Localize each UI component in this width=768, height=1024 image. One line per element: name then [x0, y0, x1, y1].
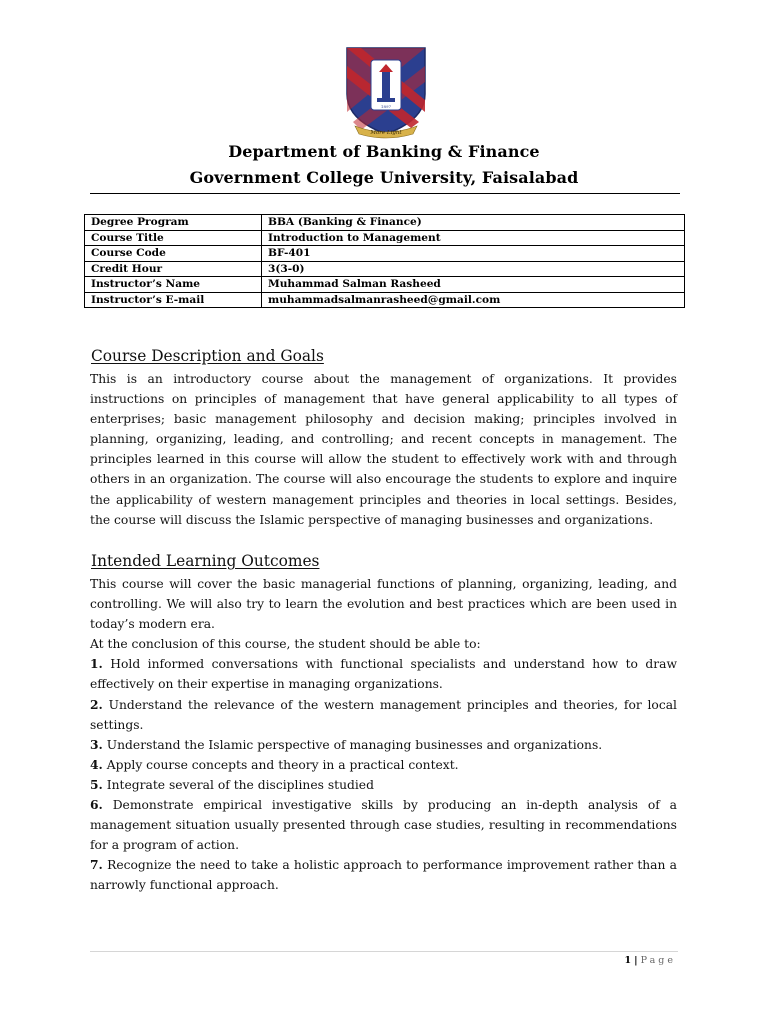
page-separator: |	[634, 955, 638, 966]
row-label: Course Code	[85, 246, 262, 262]
list-item	[90, 755, 677, 775]
item-number: 6.	[90, 797, 103, 813]
department-title: Department of Banking & Finance	[228, 142, 540, 161]
list-item	[90, 654, 677, 694]
table-row	[85, 246, 685, 262]
page-footer	[625, 955, 677, 966]
course-info-table	[84, 214, 685, 308]
header-divider	[90, 193, 680, 194]
item-number: 1.	[90, 656, 103, 672]
crest-motto: More Light	[370, 130, 402, 136]
row-value: 3(3-0)	[262, 261, 685, 277]
list-item	[90, 735, 677, 755]
row-value: muhammadsalmanrasheed@gmail.com	[262, 292, 685, 308]
item-text: Recognize the need to take a holistic approach to performance improvement rather than a narrowly functional approach.	[90, 858, 677, 893]
item-number: 4.	[90, 756, 103, 772]
page-number: 1	[624, 955, 632, 966]
footer-divider	[90, 951, 678, 952]
list-item	[90, 855, 677, 895]
table-row	[85, 261, 685, 277]
row-value: Muhammad Salman Rasheed	[262, 277, 685, 293]
list-item	[90, 775, 677, 795]
table-row	[85, 230, 685, 246]
university-crest-logo	[341, 42, 431, 140]
item-number: 2.	[90, 696, 103, 712]
description-paragraph: This is an introductory course about the management of organizations. It provides instructions on principles of management that have general applicability to all types of enterprises; basic management philosophy and decision making; principles involved in planning, organizing, leading, and controlling; and recent concepts in management. The principles learned in this course will allow the student to effectively work with and through others in an organization. The course will also encourage the students to explore and inquire the applicability of western management principles and theories in local settings. Besides, the course will discuss the Islamic perspective of managing businesses and organizations.	[90, 372, 677, 527]
crest-tower	[382, 72, 390, 98]
row-value: BF-401	[262, 246, 685, 262]
row-value: Introduction to Management	[262, 230, 685, 246]
outcomes-intro: This course will cover the basic managerial functions of planning, organizing, leading, and controlling. We will also try to learn the evolution and best practices which are been used in today’s modern era.	[90, 577, 677, 632]
item-number: 5.	[90, 776, 103, 792]
section-heading-description: Course Description and Goals	[91, 347, 324, 365]
row-value: BBA (Banking & Finance)	[262, 215, 685, 231]
item-number: 7.	[90, 857, 103, 873]
item-text: Hold informed conversations with functional specialists and understand how to draw effectively on their expertise in managing organizations.	[90, 657, 677, 692]
item-text: Understand the relevance of the western management principles and theories, for local settings.	[90, 697, 677, 732]
table-row	[85, 277, 685, 293]
item-text: Demonstrate empirical investigative skills by producing an in-depth analysis of a management situation usually presented through case studies, resulting in recommendations for a program of action.	[90, 798, 677, 853]
list-item	[90, 695, 677, 735]
crest-year: 1897	[380, 104, 392, 109]
section-heading-outcomes: Intended Learning Outcomes	[91, 552, 320, 570]
table-row	[85, 292, 685, 308]
university-title: Government College University, Faisalabad	[189, 168, 579, 187]
row-label: Degree Program	[85, 215, 262, 231]
table-row	[85, 215, 685, 231]
item-text: Integrate several of the disciplines studied	[106, 777, 374, 792]
page-word: Page	[640, 955, 676, 966]
item-text: Understand the Islamic perspective of managing businesses and organizations.	[106, 737, 603, 752]
outcomes-section	[90, 574, 677, 896]
list-item	[90, 795, 677, 855]
outcomes-lead: At the conclusion of this course, the student should be able to:	[90, 637, 481, 652]
item-text: Apply course concepts and theory in a practical context.	[106, 757, 459, 772]
row-label: Credit Hour	[85, 261, 262, 277]
row-label: Course Title	[85, 230, 262, 246]
item-number: 3.	[90, 736, 103, 752]
row-label: Instructor’s Name	[85, 277, 262, 293]
row-label: Instructor’s E-mail	[85, 292, 262, 308]
